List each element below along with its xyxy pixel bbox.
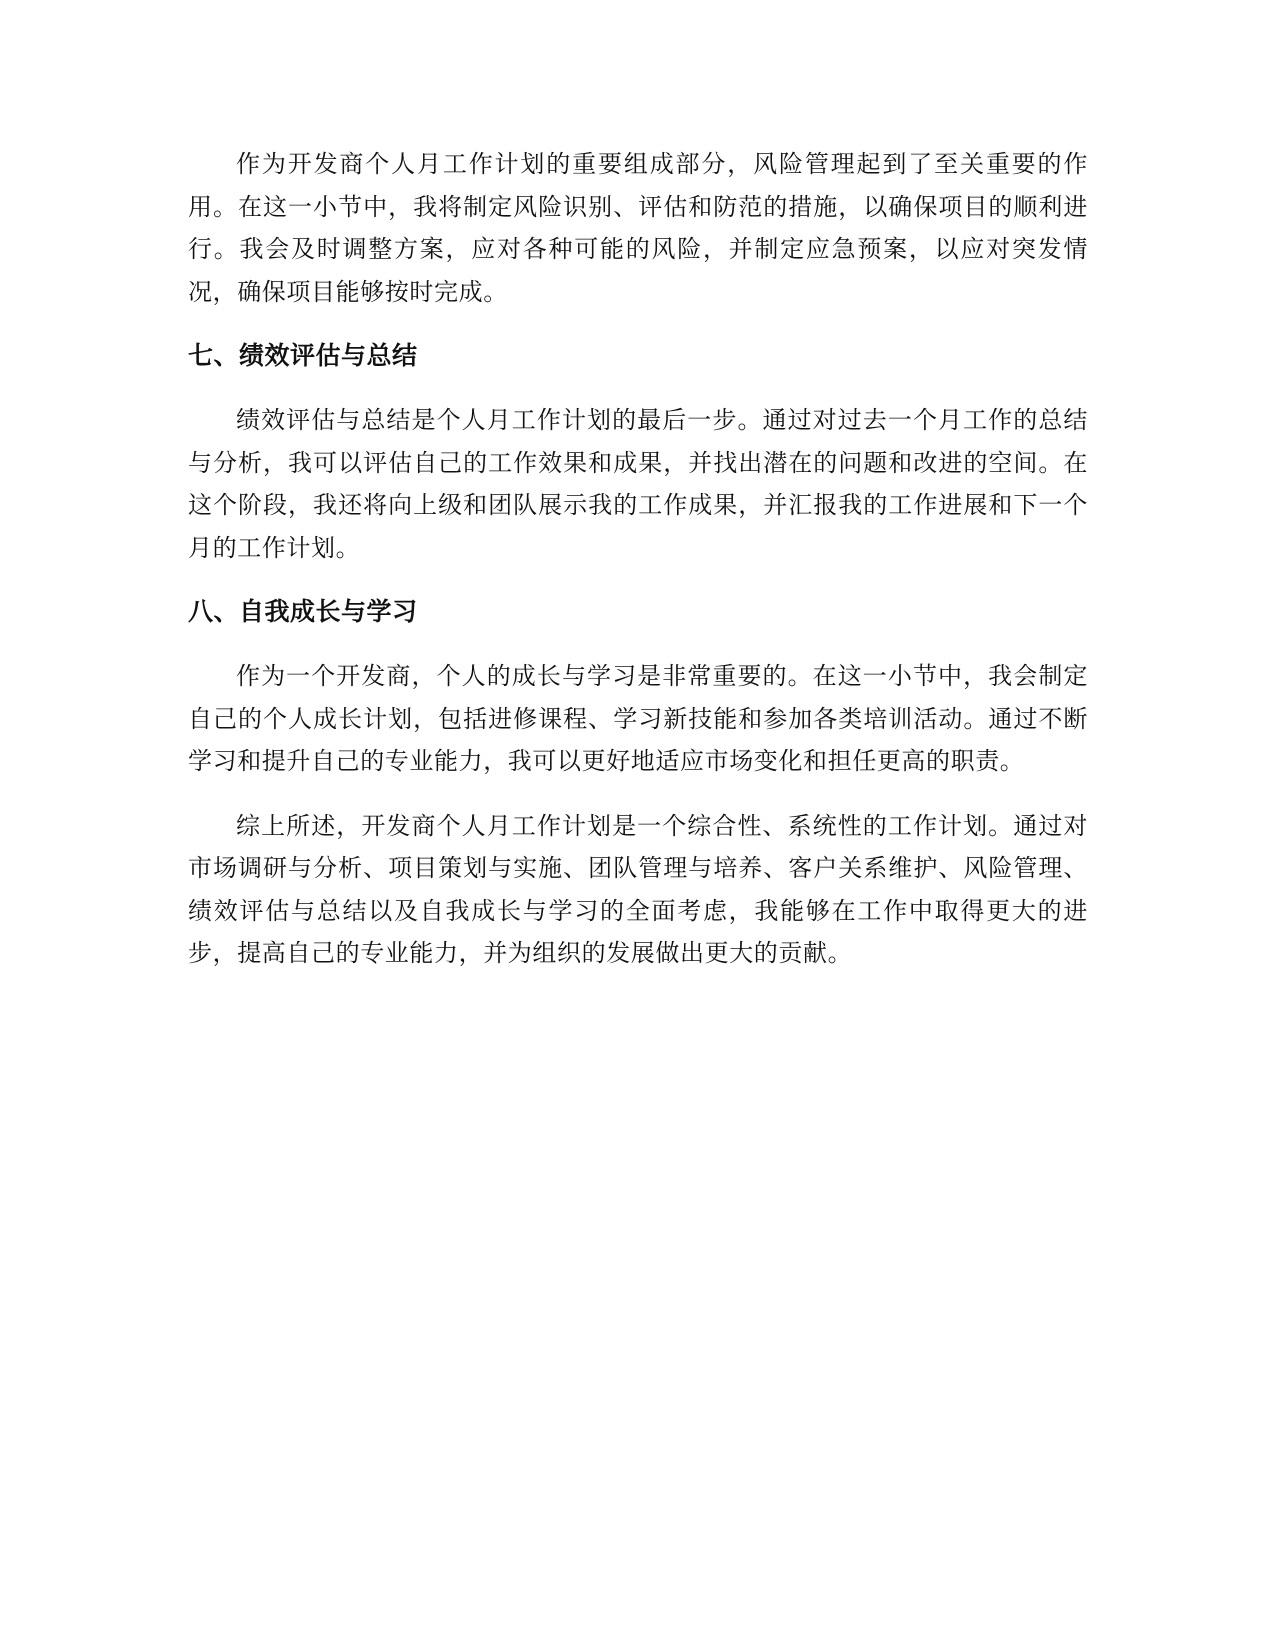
document-body <box>188 143 1088 975</box>
section-heading-performance-evaluation: 七、绩效评估与总结 <box>188 341 418 370</box>
risk-management-paragraph: 作为开发商个人月工作计划的重要组成部分，风险管理起到了至关重要的作用。在这一小节中，我将制定风险识别、评估和防范的措施，以确保项目的顺利进行。我会及时调整方案，应对各种可能的风险，并制定应急预案，以应对突发情况，确保项目能够按时完成。 <box>188 150 1088 306</box>
performance-evaluation-paragraph: 绩效评估与总结是个人月工作计划的最后一步。通过对过去一个月工作的总结与分析，我可以评估自己的工作效果和成果，并找出潜在的问题和改进的空间。在这个阶段，我还将向上级和团队展示我的工作成果，并汇报我的工作进展和下一个月的工作计划。 <box>188 406 1088 562</box>
self-growth-paragraph: 作为一个开发商，个人的成长与学习是非常重要的。在这一小节中，我会制定自己的个人成长计划，包括进修课程、学习新技能和参加各类培训活动。通过不断学习和提升自己的专业能力，我可以更好地适应市场变化和担任更高的职责。 <box>188 662 1088 775</box>
section-heading-self-growth: 八、自我成长与学习 <box>188 597 418 626</box>
conclusion-paragraph: 综上所述，开发商个人月工作计划是一个综合性、系统性的工作计划。通过对市场调研与分析、项目策划与实施、团队管理与培养、客户关系维护、风险管理、绩效评估与总结以及自我成长与学习的全面考虑，我能够在工作中取得更大的进步，提高自己的专业能力，并为组织的发展做出更大的贡献。 <box>188 811 1088 967</box>
